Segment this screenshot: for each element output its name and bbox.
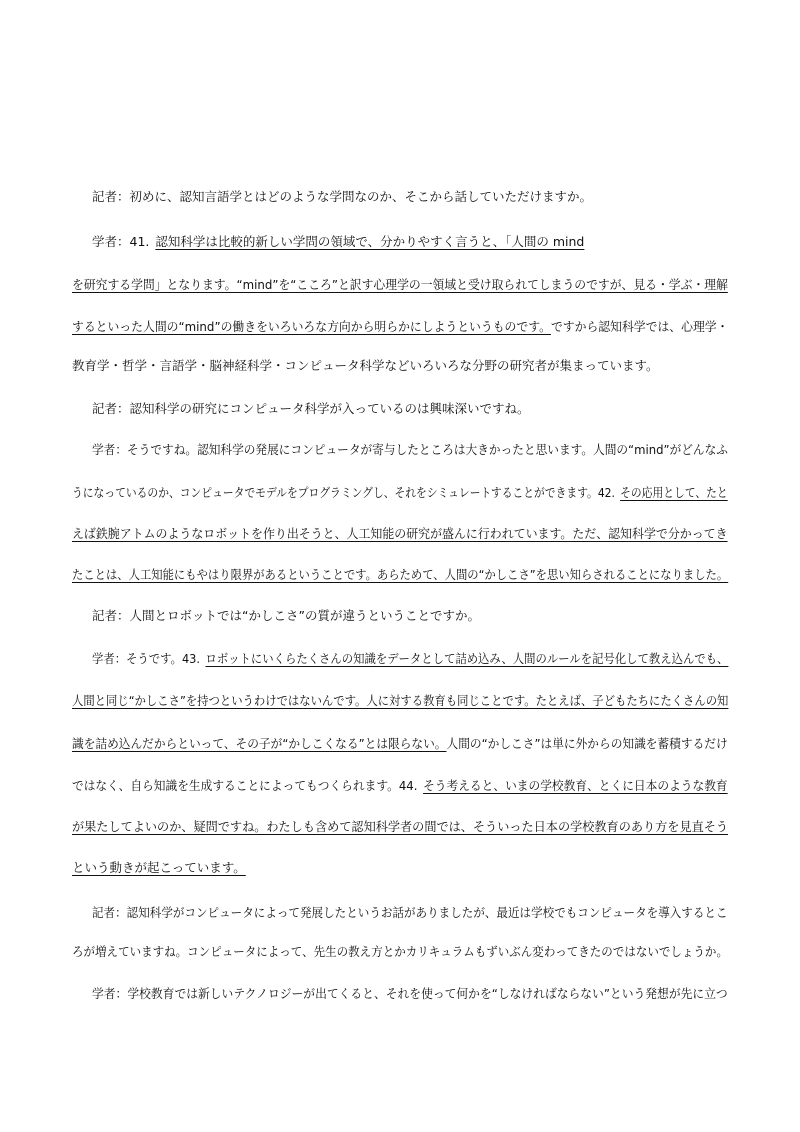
line-15-seg-2: そう考えると、いまの学校教育、とくに日本のような教育 <box>423 778 728 793</box>
line-15-seg-1: ではなく、自ら知識を生成することによってもつくられます。44. <box>72 778 418 793</box>
text-line-13 <box>72 692 728 710</box>
text-line-5 <box>72 357 659 375</box>
line-3-seg-1: を研究する学問」となります。“mind”を“こころ”と訳す心理学の一領域と受け取られてしまうのですが、見る・学ぶ・理解 <box>72 277 728 292</box>
line-12-seg-1: 学者：そうです。43. <box>92 651 201 666</box>
line-4-seg-1: するといった人間の“mind”の働きをいろいろな方向から明らかにしようというものです。 <box>72 319 551 334</box>
line-1-seg-1: 記者：初めに、認知言語学とはどのような学問なのか、そこから話していただけますか。 <box>92 189 593 204</box>
line-10-seg-1: たことは、人工知能にもやはり限界があるということです。あらためて、人間の“かしこさ”を思い知らされることになりました。 <box>72 567 729 582</box>
text-line-4 <box>72 318 728 336</box>
text-line-17 <box>72 859 246 877</box>
line-2-seg-1: 学者：41. <box>92 234 150 249</box>
text-line-20 <box>92 985 728 1003</box>
line-19-seg-1: ろが増えていますね。コンピュータによって、先生の教え方とかカリキュラムもずいぶん変わってきたのではないでしょうか。 <box>72 944 728 959</box>
text-line-12 <box>92 650 728 668</box>
text-line-1 <box>92 188 592 206</box>
text-line-15 <box>72 777 728 795</box>
text-line-10 <box>72 566 728 584</box>
line-17-seg-1: という動きが起こっています。 <box>72 860 246 875</box>
text-line-18 <box>92 904 728 922</box>
text-line-6 <box>92 400 530 418</box>
text-line-9 <box>72 525 728 543</box>
line-14-seg-1: 識を詰め込んだからといって、その子が“かしこくなる”とは限らない。 <box>72 736 447 751</box>
line-2-seg-2: 認知科学は比較的新しい学問の領域で、分かりやすく言うと、「人間の mind <box>155 234 585 249</box>
line-8-seg-1: うになっているのか、コンピュータでモデルをプログラミングし、それをシミュレートすることができます。42. <box>72 485 615 500</box>
text-line-2 <box>92 233 584 251</box>
line-18-seg-1: 記者：認知科学がコンピュータによって発展したというお話がありましたが、最近は学校でもコンピュータを導入するとこ <box>92 905 728 920</box>
text-line-16 <box>72 818 728 836</box>
line-6-seg-1: 記者：認知科学の研究にコンピュータ科学が入っているのは興味深いですね。 <box>92 401 530 416</box>
line-4-seg-2: ですから認知科学では、心理学・ <box>550 319 729 334</box>
text-line-7 <box>92 441 728 459</box>
line-5-seg-1: 教育学・哲学・言語学・脳神経科学・コンピュータ科学などいろいろな分野の研究者が集まっています。 <box>72 358 659 373</box>
line-9-seg-1: えば鉄腕アトムのようなロボットを作り出そうと、人工知能の研究が盛んに行われています。ただ、認知科学で分かってき <box>72 526 728 541</box>
line-7-seg-1: 学者：そうですね。認知科学の発展にコンピュータが寄与したところは大きかったと思います。人間の“mind”がどんなふ <box>92 442 728 457</box>
line-14-seg-2: 人間の“かしこさ”は単に外からの知識を蓄積するだけ <box>446 736 728 751</box>
line-12-seg-2: ロボットにいくらたくさんの知識をデータとして詰め込み、人間のルールを記号化して教え込んでも、 <box>205 651 729 666</box>
text-line-8 <box>72 484 728 502</box>
line-8-seg-2: その応用として、たと <box>620 485 728 500</box>
line-13-seg-1: 人間と同じ“かしこさ”を持つというわけではないんです。人に対する教育も同じことです。たとえば、子どもたちにたくさんの知 <box>72 693 729 708</box>
line-16-seg-1: が果たしてよいのか、疑問ですね。わたしも含めて認知科学者の間では、そういった日本の学校教育のあり方を見直そう <box>72 819 729 834</box>
text-line-19 <box>72 943 728 961</box>
text-line-11 <box>92 607 480 625</box>
text-line-3 <box>72 276 728 294</box>
line-11-seg-1: 記者：人間とロボットでは“かしこさ”の質が違うということですか。 <box>92 608 480 623</box>
line-20-seg-1: 学者：学校教育では新しいテクノロジーが出てくると、それを使って何かを“しなければならない”という発想が先に立つ <box>92 986 728 1001</box>
text-line-14 <box>72 735 728 753</box>
